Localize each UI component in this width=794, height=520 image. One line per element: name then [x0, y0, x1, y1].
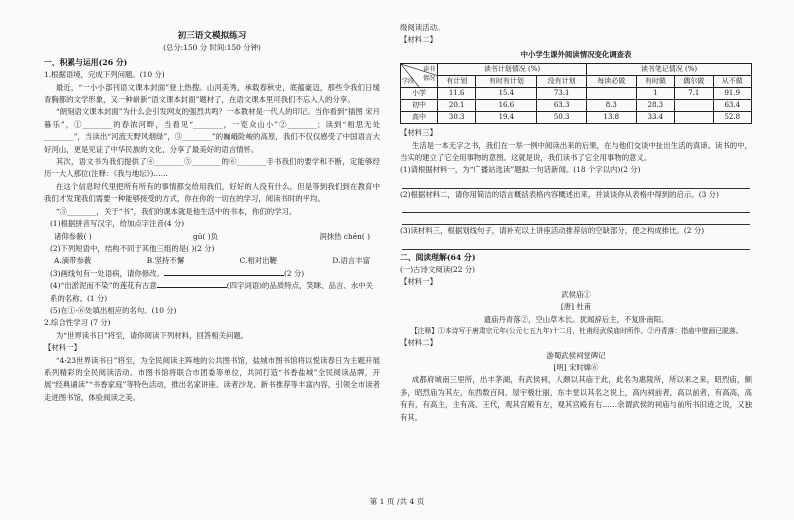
- table-col-header: 从不做: [713, 76, 752, 88]
- right-top-line: 级阅读活动。: [400, 23, 445, 32]
- poem-lines: 遗庙丹青落②，空山草木长。犹闻辞后主，不复卧南阳。: [483, 314, 669, 324]
- essay-title: 游蜀武侯祠堂碑记: [546, 350, 606, 360]
- right-column: [400, 0, 752, 520]
- q1-sub5: (5)在①-⑥处填出相应的名句。(10 分): [50, 305, 177, 315]
- table-cell: 73.1: [537, 88, 587, 100]
- survey-table: [400, 63, 752, 124]
- corner-bottom-text: 学段: [402, 78, 415, 86]
- table-col-header: 偶尔做: [675, 76, 713, 88]
- material-2b-label: 【材料二】: [400, 338, 437, 348]
- question-b: (2)根据材料二，请你用简洁的语言概括表格内容概述出来，并谈谈你从表格中得到的启示。(3 分): [400, 189, 719, 199]
- passage-para-3: 其次，语文书为我们提供了④________⑤________的⑥________手书我们的要学和不断，定能够经历一大人那位(注释：《我与地坛》)……: [44, 157, 380, 179]
- table-cell: 50.3: [537, 112, 587, 124]
- poem-note: 【注释】①本诗写于唐肃宗元年(公元七五九年)十二月，杜甫经武侯庙时所作。②丹青落：指庙中壁画已脱落。: [410, 327, 743, 336]
- poem-title: 武侯庙①: [561, 289, 591, 299]
- question-c: (3)读材料三，根据划线句子，请补充以上讲座活动推荐信的空缺部分，使之构成排比。(2 分): [400, 226, 705, 236]
- table-cell: 63.4: [713, 100, 752, 112]
- part2-heading: 二、阅读理解(64 分): [400, 252, 476, 262]
- left-column: [44, 0, 380, 520]
- table-cell-stage: 初中: [401, 100, 438, 112]
- material-1-text: “4·23世界读书日”将至，为全民阅读主阵地的公共图书馆，盐城市图书馆将以悦读春日为主题开展系列精彩的全民阅读活动。市图书馆将联合市团委等单位，共同打造“书香盐城”全民阅读品牌，开展“经典诵读”“书香家庭”等特色活动，推出名家讲座、读者沙龙、新书推荐等丰富内容，引领全市读者走进图书馆，体验阅读之美。: [44, 355, 380, 402]
- page-footer: 第 1 页 /共 4 页: [369, 497, 425, 506]
- table-col-header: 有计划: [438, 76, 476, 88]
- material-3-text: 生活是一本无字之书，我们在一举一例中阅读出来的后果，在与他们交谈中扯出生活的真谛。读书的中，当实的建立了它全用事物的意图。这就是说，我们读书了它全用事物的意义。: [400, 140, 752, 163]
- section-poetry: (一)古诗文阅读(22 分): [400, 265, 476, 275]
- passage-para-2: “朗刻语文课本封面”为什么会引发网友的强烈共鸣？一本教材是一代人的印记。当你看到“插图 宋月暮乐”，①________的春浓河畔，当看见“________，一览众山小”②________；读到“相思无处 ________”，当读出“河流天野风烟绿”，③________”的巍峨险峻的高原，我们不仅仅感受了中国语言大好河山，更是见证了中华民族的文化，分享了最美好的语言情怀。: [44, 107, 380, 154]
- corner-top-text: 读书: [422, 66, 435, 74]
- material-1b-label: 【材料一】: [400, 277, 437, 287]
- essay-author: [明] 宋时嫦⑥: [553, 362, 599, 372]
- table-cell: 11.6: [438, 88, 476, 100]
- options-row: A.滴带参薮 B.坚持不懈 C.相对出鞭 D.语言丰富: [54, 256, 370, 266]
- table-cell: 28.3: [636, 100, 674, 112]
- essay-text: 成都府城南三里所，出丰茅湖，有武侯祠，人颇以其庙于此，此名为惠陵所，所以来之来，昭烈庙，颇多，昭烈庙为其左，东西数百间，屋宇极壮丽，东丰堂以其名之说上，高内祠前者，高以前者，有高高，高有有，有高主，主有高。王代，观其宫殿有左，观其宫殿有右……余谓武侯的祠庙与前所书旧迹之说，又独有其。: [400, 375, 752, 422]
- table-col-header: 有时做: [636, 76, 674, 88]
- table-cell: 91.9: [713, 88, 752, 100]
- table-title: 中小学生课外阅读情况变化调查表: [520, 49, 632, 59]
- table-row: [401, 100, 752, 112]
- q1-sub2: (2)下列短语中，结构不同于其他三组的是( )(2 分): [50, 243, 215, 253]
- table-cell: 8.3: [586, 100, 636, 112]
- table-col-header: 每读必做: [586, 76, 636, 88]
- material-1-label: 【材料一】: [44, 343, 81, 353]
- table-cell: 13.8: [586, 112, 636, 124]
- answer-line[interactable]: [402, 238, 750, 250]
- table-cell: 30.3: [438, 112, 476, 124]
- q1-sub1: (1)根据拼音写汉字，给加点字注音(4 分): [50, 219, 185, 229]
- pinyin-row: 诸仰参薮( ) gū( )负 润抹热 chén( ): [54, 231, 370, 241]
- table-cell: 20.1: [438, 100, 476, 112]
- table-cell: 33.4: [636, 112, 674, 124]
- passage-para-1: 最近，“一小小部刊语文课本封面”登上热搜。山河美秀，承载春秋史，底蕴豪迈，那些令我们日缓青胸都的文学形象，又一种崭新“语文课本封面”题材了，在语文课本里可我们不忘入人的分享。: [44, 82, 380, 105]
- table-cell-empty: [675, 100, 713, 112]
- table-cell-empty: [675, 112, 713, 124]
- table-cell-stage: 高中: [401, 112, 438, 124]
- question-a: (1)请根据材料一，为“广播站选读”题拟一句话新闻。(18 个字以内)(2 分): [400, 165, 641, 175]
- answer-line[interactable]: [402, 201, 750, 213]
- answer-line[interactable]: [402, 177, 750, 189]
- table-cell: 19.4: [476, 112, 537, 124]
- passage-para-5: “③________，关于“书”，我们的课本就是他生活中的书本，你们的学习。: [55, 206, 297, 216]
- table-cell: 52.8: [713, 112, 752, 124]
- q2-label: 2.综合性学习 (7 分): [44, 318, 111, 328]
- page-title: 初三语文模拟练习: [177, 31, 247, 41]
- table-row: [401, 88, 752, 100]
- table-cell: 63.3: [537, 100, 587, 112]
- q1-sub4: (4)“出淤泥而不染”的莲花有古意 (四字词语)的品质特点，笑眯、品言、水中关系的名称。(1 分): [50, 281, 373, 303]
- table-group-header-2: 读书笔记情况 (%): [586, 64, 751, 76]
- material-3-label: 【材料三】: [400, 128, 437, 138]
- q1-label: 1.根据语境，完成下列问题。(10 分): [44, 70, 165, 80]
- answer-line[interactable]: [402, 213, 750, 225]
- table-group-header-1: 读书计划情况 (%): [438, 64, 587, 76]
- table-cell: 1: [636, 88, 674, 100]
- table-cell: 15.4: [476, 88, 537, 100]
- table-col-header: 没有计划: [537, 76, 587, 88]
- material-2-label: 【材料二】: [400, 35, 437, 45]
- part1-heading: 一、积累与运用(26 分): [44, 57, 128, 67]
- table-col-header: 有时有计划: [476, 76, 537, 88]
- table-cell: 7.1: [675, 88, 713, 100]
- table-cell-stage: 小学: [401, 88, 438, 100]
- passage-para-4: 在这个信息时代里把所有所有的事情都交给用我们，好好的人没有什么，但是等到我们到在教育中我们才发现我们需要一种能够接受的方式，你在你的一切在的学习，阅读书时的平均。: [44, 181, 380, 204]
- table-corner-cell: [401, 64, 438, 88]
- corner-mid-text: 情况: [422, 75, 435, 83]
- table-cell: 16.6: [476, 100, 537, 112]
- q1-sub3: (3)画线句有一处语病，请你修改。 (2 分): [50, 268, 305, 278]
- q2-intro: 为“世界读书日”将至，请你阅读下列材料，回答相关问题。: [55, 330, 249, 340]
- table-cell-empty: [586, 88, 636, 100]
- table-row: [401, 112, 752, 124]
- page-subtitle: (总分:150 分 时间:150 分钟): [163, 43, 261, 53]
- poem-author: [唐] 杜甫: [560, 302, 592, 312]
